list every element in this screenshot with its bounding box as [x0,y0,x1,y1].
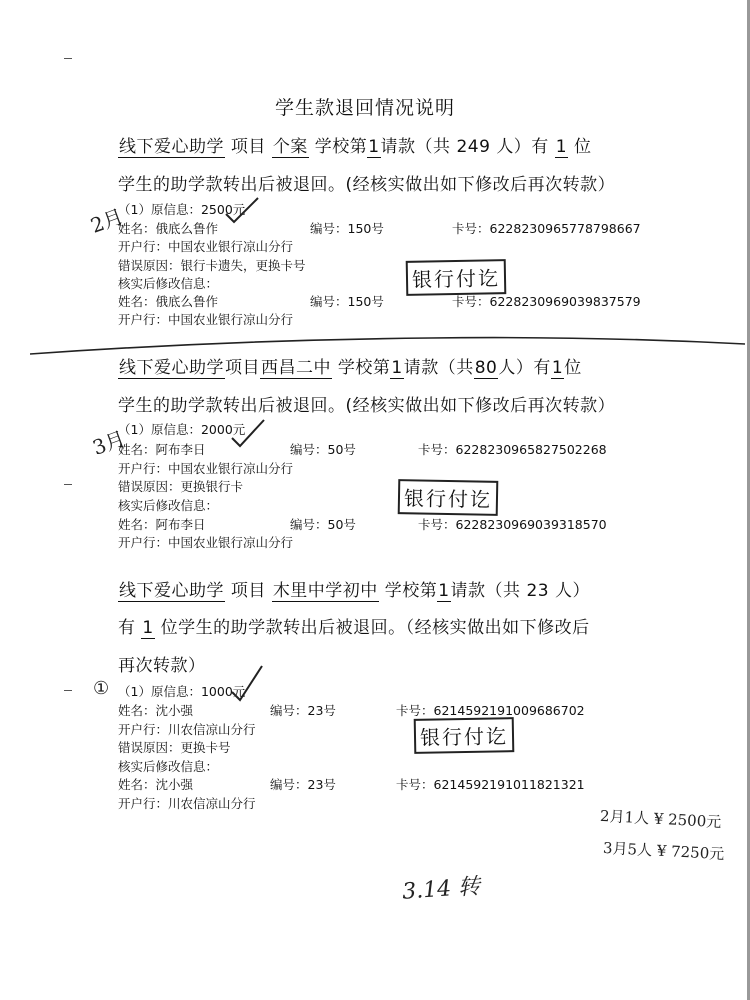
label: 开户行： [118,535,169,550]
text: 人）有 [498,358,551,378]
label: 编号： [270,703,308,718]
label: 卡号： [452,294,490,309]
section-2-line-2: 学生的助学款转出后被退回。(经核实做出如下修改后再次转款） [118,396,616,416]
text: 请款（共 23 人） [450,581,590,601]
check-mark-icon [228,664,268,704]
document-title: 学生款退回情况说明 [275,97,456,119]
name-row [118,440,206,458]
id-value: 150号 [347,294,384,309]
margin-note: 2月 [87,204,127,238]
name-value: 沈小强 [155,703,194,718]
new-id-row [270,775,336,793]
new-id-row [290,515,356,533]
scan-speck [64,690,72,691]
check-mark-icon [222,196,262,226]
text: 项目 [230,581,266,601]
label: 编号： [290,517,328,532]
error-row [118,477,243,495]
margin-note: 3月 [89,426,129,460]
name-value: 阿布李日 [155,442,206,457]
bank-paid-stamp: 银行付讫 [398,479,499,516]
new-name-row [118,775,193,793]
id-row [290,440,356,458]
new-card-row [396,775,585,793]
returned-count: 1 [555,137,568,157]
label: 卡号： [418,442,456,457]
section-1-line-2: 学生的助学款转出后被退回。(经核实做出如下修改后再次转款） [118,175,616,195]
card-row [418,440,607,458]
label: 开户行： [118,722,169,737]
label: （1）原信息： [118,422,201,437]
school-name: 木里中学初中 [272,581,378,601]
label: 开户行： [118,796,169,811]
label: （1）原信息： [118,684,201,699]
label: 编号： [270,777,308,792]
name-row [118,701,193,719]
batch-number: 1 [391,358,403,378]
text: 项目 [230,137,266,157]
id-row [270,701,336,719]
name-value: 俄底么鲁作 [155,294,219,309]
text: 位 [564,358,582,378]
bank-row [118,720,256,738]
text: 人）有 [496,137,549,157]
label: 开户行： [118,312,169,327]
label: 错误原因： [118,740,181,755]
bank-row [118,237,293,255]
new-name-row [118,292,218,310]
error-value: 更换卡号 [180,740,231,755]
card-value: 6214592191011821321 [433,777,585,792]
scan-speck [64,484,72,485]
text: 有 [118,618,136,638]
label: 卡号： [396,777,434,792]
handwritten-note: 3月5人 ¥ 7250元 [602,838,725,864]
text: 学校第 [337,358,391,378]
error-value: 更换银行卡 [180,479,244,494]
bank-paid-stamp: 银行付讫 [414,717,515,754]
handwritten-date: 3.14 转 [401,874,481,905]
margin-note: ① [93,678,110,699]
new-card-row [418,515,607,533]
label: 编号： [310,221,348,236]
bank-value: 中国农业银行凉山分行 [168,535,294,550]
amount: 2000元 [200,422,246,437]
original-info-label [118,420,245,438]
total-count: 249 [456,137,491,157]
card-row [452,219,641,237]
card-row [396,701,585,719]
label: 开户行： [118,461,169,476]
new-bank-row [118,533,293,551]
after-label: 核实后修改信息： [118,498,219,513]
name-value: 阿布李日 [155,517,206,532]
id-value: 150号 [347,221,384,236]
label: 姓名： [118,442,156,457]
id-value: 50号 [327,442,356,457]
label: 错误原因： [118,479,181,494]
returned-count: 1 [551,358,564,378]
bank-value: 中国农业银行凉山分行 [168,239,294,254]
bank-paid-stamp: 银行付讫 [406,259,507,296]
new-id-row [310,292,384,310]
bank-row [118,459,293,477]
name-value: 俄底么鲁作 [155,221,219,236]
section-3-line-1 [118,576,590,601]
text: 请款（共 [403,358,474,378]
id-value: 23号 [307,703,336,718]
label: 姓名： [118,777,156,792]
text: 项目 [225,358,260,378]
label: 姓名： [118,517,156,532]
card-value: 6228230965778798667 [489,221,641,236]
new-card-row [452,292,641,310]
id-value: 23号 [307,777,336,792]
bank-value: 川农信凉山分行 [168,796,256,811]
label: 错误原因： [118,258,181,273]
handwritten-note: 2月1人 ¥ 2500元 [599,806,722,832]
card-value: 6228230969039318570 [455,517,607,532]
label: 姓名： [118,703,156,718]
text: 位 [573,137,592,157]
school-name: 西昌二中 [261,358,331,378]
section-2-line-1 [118,353,582,378]
scan-speck [64,58,72,59]
batch-number: 1 [368,137,380,157]
label: 编号： [310,294,348,309]
school-name: 个案 [272,137,308,157]
id-value: 50号 [327,517,356,532]
id-row [310,219,384,237]
label: 卡号： [452,221,490,236]
card-value: 6214592191009686702 [433,703,585,718]
label: 编号： [290,442,328,457]
error-row [118,738,231,756]
after-label: 核实后修改信息： [118,276,219,291]
text: 学校第 [314,137,368,157]
program-name: 线下爱心助学 [119,581,224,601]
label: 开户行： [118,239,169,254]
bank-value: 川农信凉山分行 [168,722,256,737]
label: 姓名： [118,221,156,236]
bank-value: 中国农业银行凉山分行 [168,312,294,327]
total-count: 80 [474,358,498,378]
section-3-line-3: 再次转款） [118,656,206,676]
program-name: 线下爱心助学 [119,358,224,378]
label: 卡号： [418,517,456,532]
text: 位学生的助学款转出后被退回。（经核实做出如下修改后 [160,618,590,638]
section-3-line-2 [118,613,590,638]
label: 姓名： [118,294,156,309]
card-value: 6228230969039837579 [489,294,641,309]
section-1-line-1 [118,132,591,157]
new-name-row [118,515,206,533]
text: 学校第 [384,581,438,601]
amount: 2500元 [200,202,246,217]
name-value: 沈小强 [155,777,194,792]
name-row [118,219,218,237]
after-label: 核实后修改信息： [118,759,219,774]
new-bank-row [118,310,293,328]
new-bank-row [118,794,256,812]
error-value: 银行卡遗失，更换卡号 [180,258,306,273]
amount: 1000元 [200,684,246,699]
label: 卡号： [396,703,434,718]
program-name: 线下爱心助学 [119,137,224,157]
error-row [118,256,306,274]
bank-value: 中国农业银行凉山分行 [168,461,294,476]
card-value: 6228230965827502268 [455,442,607,457]
original-info-label [118,682,245,700]
batch-number: 1 [438,581,450,601]
returned-count: 1 [142,618,154,638]
label: （1）原信息： [118,202,201,217]
check-mark-icon [228,418,268,450]
text: 请款（共 [380,137,451,157]
